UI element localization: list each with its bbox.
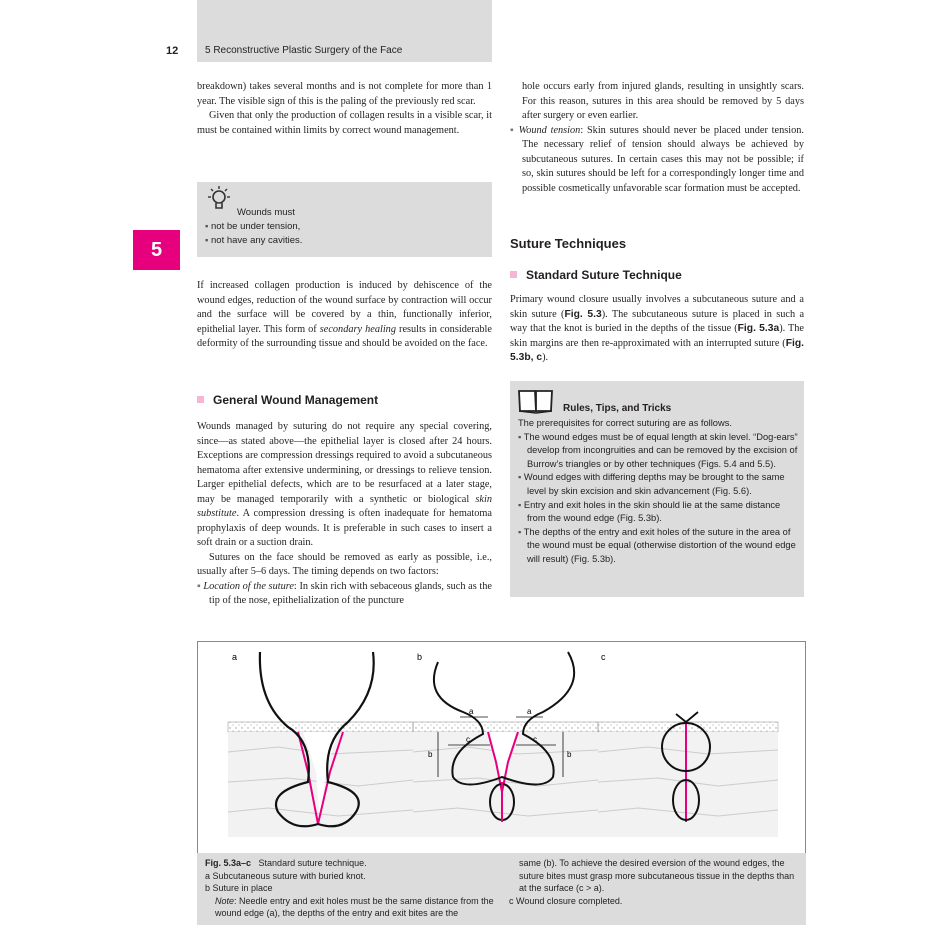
caption-note-cont: same (b). To achieve the desired eversion of the wound edges, the suture bites must grasp more subcutaneous tissue in the depths than at the surface (c > a). [519, 858, 795, 893]
rules-item: ▪ Entry and exit holes in the skin should lie at the same distance from the wound edge (Fig. 5.3b). [518, 499, 781, 524]
open-book-icon [517, 387, 555, 415]
caption-item: b Suture in place [205, 883, 273, 893]
left-column-middle [197, 279, 492, 352]
paragraph: Wounds managed by suturing do not require any special covering, since—as stated above—the epithelial layer is closed after 24 hours. Exceptions are compression dressings required to avoid a subcutaneous hematoma after extensive undermining, or dressings to relieve tension. Larger epithelial defects, which are to be resurfaced at a later stage, may be managed temporarily with a synthetic or biological skin substitute. A compression dressing is often inadequate for hematoma prophylaxis of deep wounds. It is preferable in such cases to insert a soft drain or a suction drain. [197, 421, 492, 548]
running-header [197, 0, 492, 62]
running-title: 5 Reconstructive Plastic Surgery of the Face [205, 45, 403, 56]
hint-item: ▪ not have any cavities. [205, 234, 302, 248]
hint-item: ▪ not be under tension, [205, 220, 302, 234]
paragraph: Given that only the production of collagen results in a visible scar, it must be contained within limits by correct wound management. [197, 110, 492, 136]
suture-diagram [198, 642, 805, 854]
section-heading: Suture Techniques [510, 236, 627, 251]
panel-label: b [417, 652, 423, 662]
left-column-top [197, 80, 492, 138]
right-column-middle [510, 293, 804, 366]
rules-item: ▪ The wound edges must be of equal length at skin level. “Dog-ears” develop from incongruities and can be removed by the excision of Burrow’s triangles or by other techniques (Figs. 5.4 and 5.5). [518, 431, 798, 469]
paragraph: hole occurs early from injured glands, resulting in unsightly scars. For this reason, sutures in this area should be removed by 5 days after surgery or even earlier. [522, 81, 804, 121]
dimension-label: c [466, 735, 470, 744]
rules-item: ▪ The depths of the entry and exit holes of the suture in the area of the wound must be equal (otherwise distortion of the wound edge will result) (Fig. 5.3b). [518, 526, 796, 564]
page-number: 12 [166, 45, 179, 57]
figure-label: Fig. 5.3a–c [205, 858, 252, 868]
bullet-item: ▪ Location of the suture: In skin rich with sebaceous glands, such as the tip of the nose, epithelialization of the puncture [197, 580, 492, 606]
paragraph: Sutures on the face should be removed as early as possible, i.e., usually after 5–6 days. The timing depends on two factors: [197, 551, 492, 577]
paragraph: If increased collagen production is induced by dehiscence of the wound edges, reduction of the wound surface by contraction will occur and the surface will be covered by a thin, functionally inferior, epithelial layer. This form of secondary healing results in considerable deformity of the surrounding tissue and should be avoided on the face. [197, 280, 492, 349]
suture-figure [197, 641, 806, 855]
left-column-bottom [197, 420, 492, 609]
caption-note: Note: Needle entry and exit holes must be the same distance from the wound edge (a), the depths of the entry and exit bites are the [215, 895, 494, 918]
figure-caption [197, 853, 806, 925]
figure-title: Standard suture technique. [258, 858, 367, 868]
rules-intro: The prerequisites for correct suturing are as follows. [518, 418, 732, 428]
caption-item: a Subcutaneous suture with buried knot. [205, 870, 366, 881]
paragraph: breakdown) takes several months and is not complete for more than 1 year. The visible sign of this is the paling of the previously red scar. [197, 81, 492, 107]
dimension-label: a [469, 707, 474, 716]
rules-title: Rules, Tips, and Tricks [563, 403, 672, 414]
chapter-tab: 5 [133, 230, 180, 270]
dimension-label: b [428, 750, 433, 759]
panel-a [228, 652, 413, 837]
rules-item: ▪ Wound edges with differing depths may be brought to the same level by skin excision and skin advancement (Fig. 5.6). [518, 472, 785, 496]
dimension-label: b [567, 750, 572, 759]
right-column-top [510, 80, 804, 196]
section-heading: General Wound Management [197, 393, 378, 407]
caption-item: c Wound closure completed. [509, 895, 623, 906]
dimension-label: a [527, 707, 532, 716]
panel-b [413, 652, 598, 837]
dimension-label: c [533, 735, 537, 744]
hint-intro: Wounds must [237, 207, 295, 218]
paragraph: Primary wound closure usually involves a subcutaneous suture and a skin suture (Fig. 5.3). The subcutaneous suture is placed in such a way that the knot is buried in the depths of the tissue (Fig. 5.3a). The skin margins are then re-approximated with an interrupted suture (Fig. 5.3b, c). [510, 294, 805, 363]
hint-box [197, 182, 492, 257]
panel-label: c [601, 652, 606, 662]
panel-c [598, 712, 778, 837]
subsection-heading: Standard Suture Technique [510, 268, 682, 282]
bullet-item: ▪ Wound tension: Skin sutures should never be placed under tension. The necessary relief of tension should always be achieved by subcutaneous sutures. In certain cases this may not be possible; if so, skin sutures should be left for a correspondingly longer time and possible cosmetically unfavorable scar formation must be accepted. [510, 124, 804, 194]
panel-label: a [232, 652, 238, 662]
rules-box [510, 381, 804, 597]
